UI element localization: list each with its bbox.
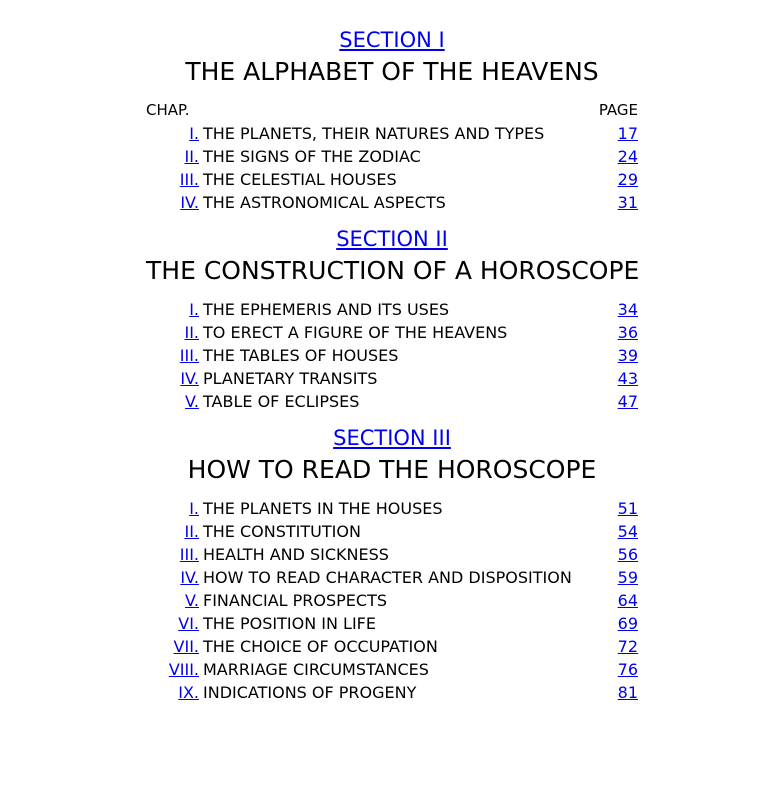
chapter-numeral-link[interactable]: I. bbox=[189, 499, 199, 518]
chapter-page-cell bbox=[593, 145, 638, 168]
chapter-numeral-cell bbox=[146, 191, 199, 214]
chapter-title: THE TABLES OF HOUSES bbox=[203, 346, 399, 365]
chapter-page-cell bbox=[593, 122, 638, 145]
chapter-page-cell bbox=[593, 520, 638, 543]
chapter-numeral-cell bbox=[146, 681, 199, 704]
chapter-title: THE PLANETS, THEIR NATURES AND TYPES bbox=[203, 124, 545, 143]
chapter-page-link[interactable]: 39 bbox=[617, 346, 638, 365]
chapter-title: FINANCIAL PROSPECTS bbox=[203, 591, 388, 610]
toc-entry bbox=[146, 566, 638, 589]
chapter-page-cell bbox=[593, 612, 638, 635]
chapter-numeral-link[interactable]: VIII. bbox=[168, 660, 199, 679]
toc-section-I bbox=[146, 28, 638, 214]
chapter-numeral-cell bbox=[146, 390, 199, 413]
chapter-numeral-link[interactable]: VI. bbox=[178, 614, 199, 633]
chapter-numeral-link[interactable]: IV. bbox=[180, 369, 199, 388]
chapter-numeral-link[interactable]: III. bbox=[179, 346, 199, 365]
chapter-numeral-cell bbox=[146, 658, 199, 681]
section-subtitle: THE CONSTRUCTION OF A HOROSCOPE bbox=[146, 256, 640, 285]
toc-entry bbox=[146, 122, 638, 145]
section-heading-link[interactable]: SECTION I bbox=[339, 28, 445, 52]
toc-entry bbox=[146, 145, 638, 168]
chapter-title: INDICATIONS OF PROGENY bbox=[203, 683, 417, 702]
toc-entry bbox=[146, 168, 638, 191]
toc-entry bbox=[146, 344, 638, 367]
chapter-page-cell bbox=[593, 344, 638, 367]
chapter-numeral-cell bbox=[146, 168, 199, 191]
chapter-title: THE EPHEMERIS AND ITS USES bbox=[203, 300, 450, 319]
toc-entry bbox=[146, 681, 638, 704]
section-heading-link[interactable]: SECTION III bbox=[333, 426, 451, 450]
chapter-numeral-link[interactable]: I. bbox=[189, 124, 199, 143]
chapter-page-cell bbox=[593, 321, 638, 344]
chapter-page-link[interactable]: 56 bbox=[617, 545, 638, 564]
chapter-page-link[interactable]: 59 bbox=[617, 568, 638, 587]
chapter-title: TO ERECT A FIGURE OF THE HEAVENS bbox=[203, 323, 508, 342]
chapter-numeral-cell bbox=[146, 298, 199, 321]
chapter-list bbox=[146, 298, 638, 413]
chapter-page-link[interactable]: 17 bbox=[617, 124, 638, 143]
chapter-page-link[interactable]: 69 bbox=[617, 614, 638, 633]
chapter-page-link[interactable]: 72 bbox=[617, 637, 638, 656]
toc-entry bbox=[146, 321, 638, 344]
chapter-page-link[interactable]: 54 bbox=[617, 522, 638, 541]
chapter-page-cell bbox=[593, 681, 638, 704]
chapter-page-link[interactable]: 31 bbox=[617, 193, 638, 212]
chapter-numeral-link[interactable]: IV. bbox=[180, 193, 199, 212]
chapter-title: PLANETARY TRANSITS bbox=[203, 369, 378, 388]
toc-section-II bbox=[146, 227, 638, 413]
chapter-numeral-link[interactable]: IV. bbox=[180, 568, 199, 587]
chapter-numeral-cell bbox=[146, 344, 199, 367]
toc-section-III bbox=[146, 426, 638, 704]
chapter-page-cell bbox=[593, 298, 638, 321]
chapter-page-link[interactable]: 34 bbox=[617, 300, 638, 319]
chapter-numeral-link[interactable]: II. bbox=[184, 147, 199, 166]
chapter-page-link[interactable]: 64 bbox=[617, 591, 638, 610]
chapter-numeral-cell bbox=[146, 566, 199, 589]
chapter-numeral-link[interactable]: V. bbox=[185, 392, 199, 411]
section-subtitle: THE ALPHABET OF THE HEAVENS bbox=[185, 57, 599, 86]
toc-entry bbox=[146, 543, 638, 566]
chapter-numeral-cell bbox=[146, 145, 199, 168]
chapter-title: TABLE OF ECLIPSES bbox=[203, 392, 360, 411]
chapter-numeral-link[interactable]: IX. bbox=[178, 683, 199, 702]
section-heading bbox=[146, 28, 638, 53]
section-subtitle: HOW TO READ THE HOROSCOPE bbox=[187, 455, 597, 484]
chapter-numeral-cell bbox=[146, 321, 199, 344]
chapter-title: THE CHOICE OF OCCUPATION bbox=[203, 637, 438, 656]
chapter-numeral-link[interactable]: III. bbox=[179, 170, 199, 189]
chapter-numeral-cell bbox=[146, 543, 199, 566]
chapter-numeral-link[interactable]: III. bbox=[179, 545, 199, 564]
chapter-title: HOW TO READ CHARACTER AND DISPOSITION bbox=[203, 568, 572, 587]
toc-entry bbox=[146, 298, 638, 321]
chapter-numeral-cell bbox=[146, 589, 199, 612]
toc-entry bbox=[146, 367, 638, 390]
chapter-page-link[interactable]: 24 bbox=[617, 147, 638, 166]
chapter-numeral-link[interactable]: V. bbox=[185, 591, 199, 610]
chapter-page-cell bbox=[593, 367, 638, 390]
chapter-page-link[interactable]: 76 bbox=[617, 660, 638, 679]
toc-entry bbox=[146, 612, 638, 635]
chapter-title: HEALTH AND SICKNESS bbox=[203, 545, 389, 564]
chapter-numeral-cell bbox=[146, 497, 199, 520]
chapter-numeral-link[interactable]: II. bbox=[184, 522, 199, 541]
chapter-numeral-link[interactable]: I. bbox=[189, 300, 199, 319]
chapter-page-cell bbox=[593, 191, 638, 214]
toc-column-headers bbox=[146, 99, 638, 122]
column-spacer bbox=[199, 99, 593, 122]
chapter-numeral-cell bbox=[146, 635, 199, 658]
chapter-page-link[interactable]: 81 bbox=[617, 683, 638, 702]
chapter-numeral-cell bbox=[146, 122, 199, 145]
chapter-page-cell bbox=[593, 566, 638, 589]
section-heading bbox=[146, 227, 638, 252]
toc-entry bbox=[146, 658, 638, 681]
toc-entry bbox=[146, 589, 638, 612]
chapter-page-link[interactable]: 51 bbox=[617, 499, 638, 518]
toc-entry bbox=[146, 520, 638, 543]
chapter-list bbox=[146, 99, 638, 214]
chapter-page-cell bbox=[593, 658, 638, 681]
chapter-title: THE CELESTIAL HOUSES bbox=[203, 170, 397, 189]
chapter-page-cell bbox=[593, 390, 638, 413]
chapter-title: THE CONSTITUTION bbox=[203, 522, 361, 541]
chapter-page-cell bbox=[593, 543, 638, 566]
section-heading bbox=[146, 426, 638, 451]
page-column-header: PAGE bbox=[598, 101, 638, 119]
toc-entry bbox=[146, 635, 638, 658]
chap-column-header: CHAP. bbox=[146, 101, 190, 119]
chapter-title: THE ASTRONOMICAL ASPECTS bbox=[203, 193, 446, 212]
chapter-title: MARRIAGE CIRCUMSTANCES bbox=[203, 660, 429, 679]
chapter-page-link[interactable]: 29 bbox=[617, 170, 638, 189]
chapter-numeral-cell bbox=[146, 520, 199, 543]
toc-entry bbox=[146, 497, 638, 520]
toc-entry bbox=[146, 390, 638, 413]
chapter-page-cell bbox=[593, 589, 638, 612]
chapter-page-link[interactable]: 47 bbox=[617, 392, 638, 411]
chapter-page-link[interactable]: 36 bbox=[617, 323, 638, 342]
chapter-page-link[interactable]: 43 bbox=[617, 369, 638, 388]
chapter-list bbox=[146, 497, 638, 704]
section-heading-link[interactable]: SECTION II bbox=[336, 227, 448, 251]
chapter-title: THE POSITION IN LIFE bbox=[203, 614, 376, 633]
chapter-page-cell bbox=[593, 635, 638, 658]
chapter-title: THE PLANETS IN THE HOUSES bbox=[203, 499, 443, 518]
toc-entry bbox=[146, 191, 638, 214]
chapter-page-cell bbox=[593, 497, 638, 520]
table-of-contents bbox=[146, 0, 638, 704]
chapter-numeral-link[interactable]: VII. bbox=[173, 637, 199, 656]
chapter-title: THE SIGNS OF THE ZODIAC bbox=[203, 147, 421, 166]
chapter-numeral-cell bbox=[146, 612, 199, 635]
chapter-page-cell bbox=[593, 168, 638, 191]
chapter-numeral-cell bbox=[146, 367, 199, 390]
chapter-numeral-link[interactable]: II. bbox=[184, 323, 199, 342]
